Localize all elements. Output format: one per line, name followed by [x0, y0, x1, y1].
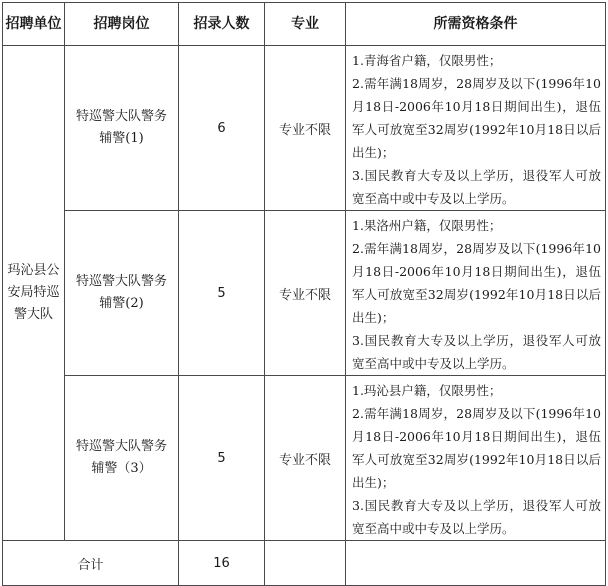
total-label: 合计	[3, 541, 179, 586]
total-requirements-empty	[346, 541, 606, 586]
position-cell: 特巡警大队警务辅警（3）	[65, 376, 179, 541]
requirement-line: 1.果洛州户籍，仅限男性；	[352, 218, 502, 233]
requirement-line: 2.需年满18周岁，28周岁及以下(1996年10月18日-2006年10月18日期间出生)，退伍军人可放宽至32周岁(1992年10月18日以后出生)；	[352, 406, 601, 490]
count-cell: 5	[179, 376, 265, 541]
header-unit: 招聘单位	[3, 3, 65, 46]
header-requirements: 所需资格条件	[346, 3, 606, 46]
header-row	[3, 3, 606, 46]
requirement-line: 1.玛沁县户籍，仅限男性；	[352, 383, 502, 398]
requirement-line: 1.青海省户籍，仅限男性；	[352, 53, 502, 68]
recruitment-table	[2, 2, 606, 586]
count-cell: 5	[179, 211, 265, 376]
table-row	[3, 376, 606, 541]
unit-name: 玛沁县公安局特巡警大队	[3, 46, 65, 541]
major-cell: 专业不限	[265, 46, 346, 211]
header-count: 招录人数	[179, 3, 265, 46]
requirement-line: 2.需年满18周岁，28周岁及以下(1996年10月18日-2006年10月18日期间出生)，退伍军人可放宽至32周岁(1992年10月18日以后出生)；	[352, 76, 601, 160]
total-major-empty	[265, 541, 346, 586]
count-cell: 6	[179, 46, 265, 211]
requirement-line: 2.需年满18周岁，28周岁及以下(1996年10月18日-2006年10月18日期间出生)，退伍军人可放宽至32周岁(1992年10月18日以后出生)；	[352, 241, 601, 325]
requirement-line: 3.国民教育大专及以上学历，退役军人可放宽至高中或中专及以上学历。	[352, 498, 601, 536]
requirements-cell	[346, 211, 606, 376]
total-row	[3, 541, 606, 586]
table-row	[3, 211, 606, 376]
requirements-cell	[346, 376, 606, 541]
position-cell: 特巡警大队警务辅警(2)	[65, 211, 179, 376]
requirements-cell	[346, 46, 606, 211]
requirement-line: 3.国民教育大专及以上学历，退役军人可放宽至高中或中专及以上学历。	[352, 168, 601, 206]
major-cell: 专业不限	[265, 376, 346, 541]
position-cell: 特巡警大队警务辅警(1)	[65, 46, 179, 211]
header-position: 招聘岗位	[65, 3, 179, 46]
header-major: 专业	[265, 3, 346, 46]
major-cell: 专业不限	[265, 211, 346, 376]
requirement-line: 3.国民教育大专及以上学历，退役军人可放宽至高中或中专及以上学历。	[352, 333, 601, 371]
table-row	[3, 46, 606, 211]
total-count: 16	[179, 541, 265, 586]
